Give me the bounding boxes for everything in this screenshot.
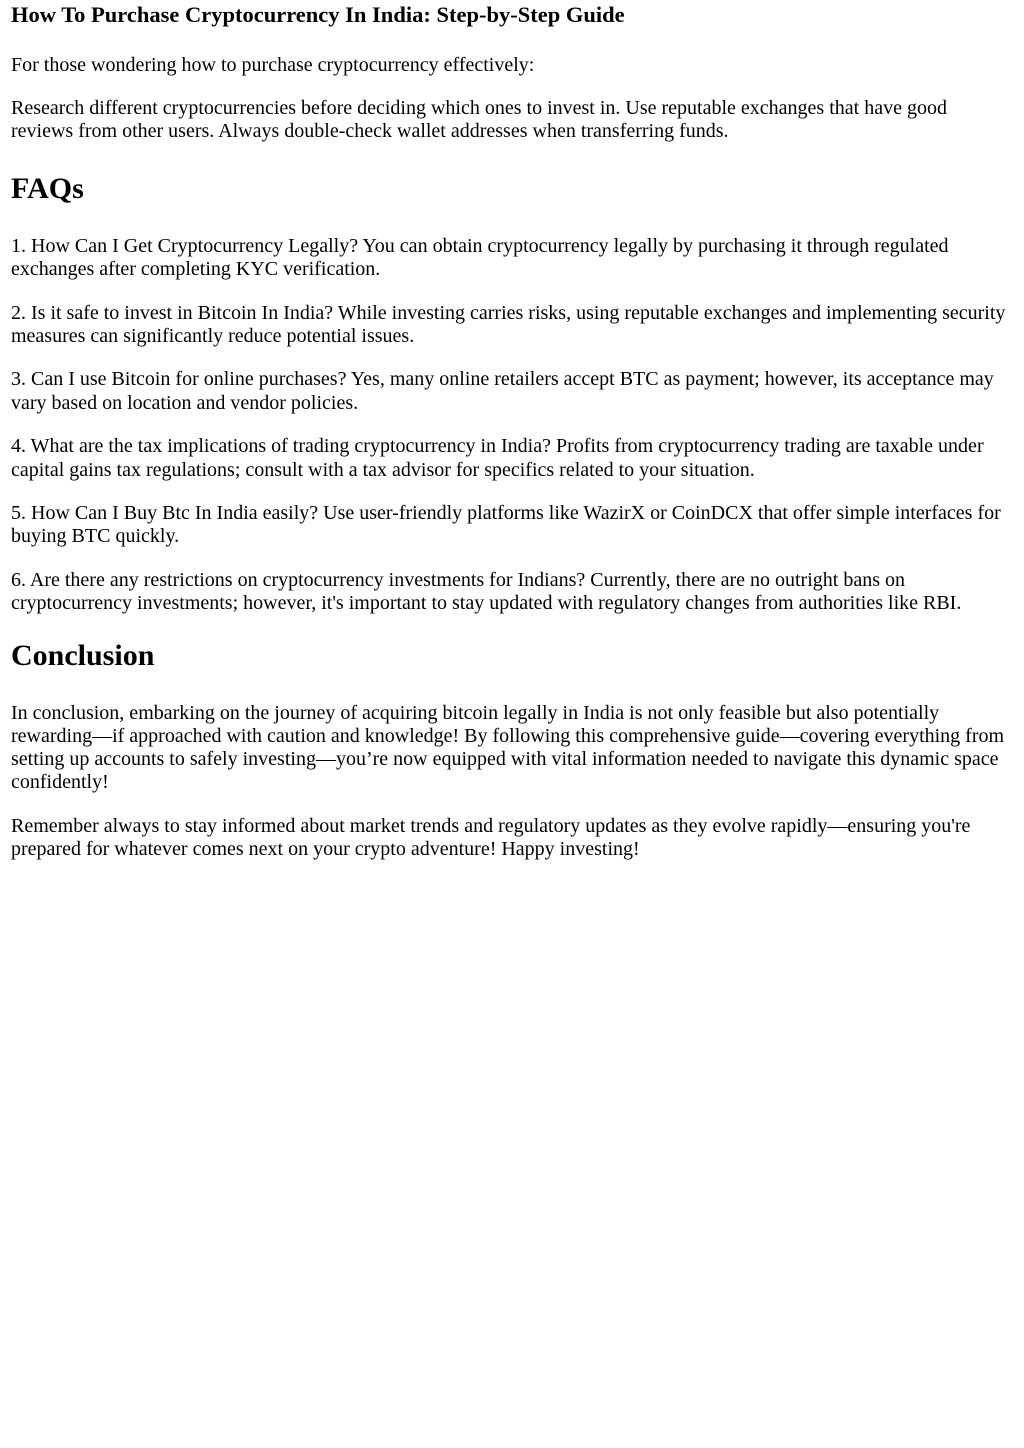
article-title: How To Purchase Cryptocurrency In India: Step-by-Step Guide <box>11 2 625 27</box>
intro-paragraph: For those wondering how to purchase cryptocurrency effectively: <box>11 54 535 76</box>
faq-item: 2. Is it safe to invest in Bitcoin In India? While investing carries risks, using reputable exchanges and implementing security measures can significantly reduce potential issues. <box>11 301 1006 347</box>
conclusion-heading: Conclusion <box>11 638 155 672</box>
conclusion-paragraph: In conclusion, embarking on the journey of acquiring bitcoin legally in India is not only feasible but also potentially rewarding—if approached with caution and knowledge! By following this comprehensive guide—covering everything from setting up accounts to safely investing—you’re now equipped with vital information needed to navigate this dynamic space confidently! <box>11 701 1005 794</box>
conclusion-body <box>11 702 1013 862</box>
conclusion-paragraph: Remember always to stay informed about market trends and regulatory updates as they evolve rapidly—ensuring you're prepared for whatever comes next on your crypto adventure! Happy investing! <box>11 814 971 861</box>
faq-item: 5. How Can I Buy Btc In India easily? Use user-friendly platforms like WazirX or CoinDCX that offer simple interfaces for buying BTC quickly. <box>11 502 1001 548</box>
faq-item: 4. What are the tax implications of trading cryptocurrency in India? Profits from cryptocurrency trading are taxable under capital gains tax regulations; consult with a tax advisor for specifics related to your situation. <box>11 435 984 481</box>
faq-list <box>11 235 1013 616</box>
faq-item: 1. How Can I Get Cryptocurrency Legally? You can obtain cryptocurrency legally by purchasing it through regulated exchanges after completing KYC verification. <box>11 234 949 280</box>
article <box>0 2 1024 861</box>
faq-item: 6. Are there any restrictions on cryptocurrency investments for Indians? Currently, there are no outright bans on cryptocurrency investments; however, it's important to stay updated with regulatory changes from authorities like RBI. <box>11 569 962 615</box>
faq-item: 3. Can I use Bitcoin for online purchases? Yes, many online retailers accept BTC as payment; however, its acceptance may vary based on location and vendor policies. <box>11 368 994 414</box>
tips-paragraph: Research different cryptocurrencies before deciding which ones to invest in. Use reputable exchanges that have good reviews from other users. Always double-check wallet addresses when transferring funds. <box>11 97 947 143</box>
faqs-heading: FAQs <box>11 171 84 205</box>
